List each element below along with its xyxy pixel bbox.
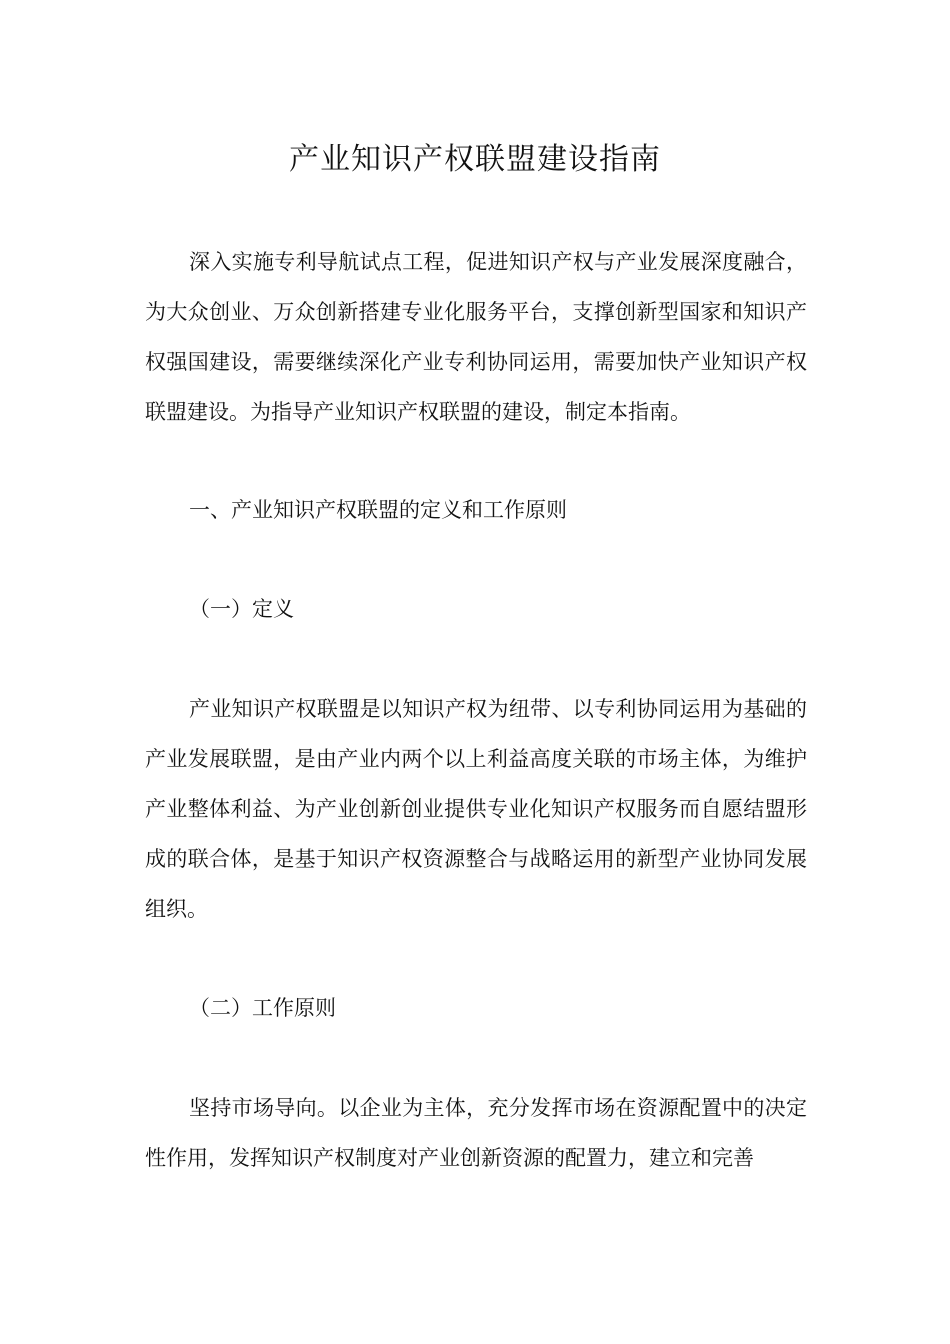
principle-paragraph: 坚持市场导向。以企业为主体，充分发挥市场在资源配置中的决定性作用，发挥知识产权制度对产业创新资源的配置力，建立和完善 [145, 1096, 807, 1170]
intro-paragraph: 深入实施专利导航试点工程，促进知识产权与产业发展深度融合，为大众创业、万众创新搭建专业化服务平台，支撑创新型国家和知识产权强国建设，需要继续深化产业专利协同运用，需要加快产业知识产权联盟建设。为指导产业知识产权联盟的建设，制定本指南。 [145, 250, 807, 424]
subsection-heading-principles: （二）工作原则 [189, 996, 336, 1020]
subsection-heading-definition: （一）定义 [189, 597, 294, 621]
document-title: 产业知识产权联盟建设指南 [289, 142, 661, 178]
definition-paragraph: 产业知识产权联盟是以知识产权为纽带、以专利协同运用为基础的产业发展联盟，是由产业内两个以上利益高度关联的市场主体，为维护产业整体利益、为产业创新创业提供专业化知识产权服务而自愿结盟形成的联合体，是基于知识产权资源整合与战略运用的新型产业协同发展组织。 [145, 697, 807, 921]
section-heading-1: 一、产业知识产权联盟的定义和工作原则 [189, 498, 567, 522]
